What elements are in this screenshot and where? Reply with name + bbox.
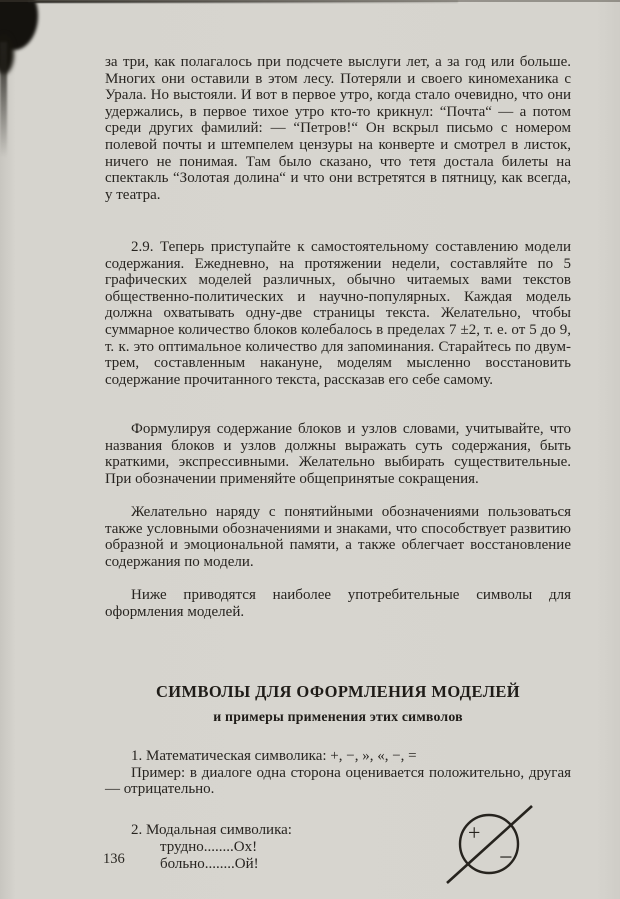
plus-sign: +	[468, 820, 481, 845]
section-subtitle: и примеры применения этих символов	[213, 709, 463, 724]
item-math-heading: 1. Математическая символика: +, −, », «, −, =	[131, 748, 417, 764]
scan-artifact-left-edge	[0, 42, 7, 157]
paragraph: Формулируя содержание блоков и узлов словами, учитывайте, что названия блоков и узлов должны выражать суть содержания, быть краткими, экспрессивными. Желательно выбирать существительные. При обозначении применяйте общепринятые сокращения.	[105, 421, 571, 487]
scan-artifact-corner-smudge	[0, 34, 14, 74]
item-math	[105, 748, 571, 798]
paragraph: Желательно наряду с понятийными обозначениями пользоваться также условными обозначениями и знаками, что способствует развитию образной и эмоциональной памяти, а также облегчает восстановление содержания по модели.	[105, 504, 571, 570]
item-modal-heading: 2. Модальная символика:	[131, 822, 292, 838]
plus-minus-circle-icon	[437, 797, 543, 891]
section-title: СИМВОЛЫ ДЛЯ ОФОРМЛЕНИЯ МОДЕЛЕЙ	[155, 682, 521, 701]
minus-sign: −	[499, 845, 513, 871]
paragraph-intro-symbols	[105, 587, 571, 620]
paragraph-continuation	[105, 54, 571, 203]
item-math-example: Пример: в диалоге одна сторона оценивается положительно, другая — отрицательно.	[105, 764, 571, 798]
scan-artifact-corner-blob	[0, 0, 38, 50]
paragraph-2-9	[105, 239, 571, 388]
modal-line: трудно........Ох!	[160, 838, 258, 855]
paragraph: за три, как полагалось при подсчете выслуги лет, а за год или больше. Многих они оставили в этом лесу. Потеряли и своего киномеханика с Урала. Но выстояли. И вот в первое утро, когда стало очевидно, что они удержались, в первое тихое утро кто-то крикнул: “Почта“ — а потом среди других фамилий: — “Петров!“ Он вскрыл письмо с номером полевой почты и штемпелем цензуры на конверте и смотрел в листок, ничего не понимая. Там было сказано, что тетя достала билеты на спектакль “Золотая долина“ и что они встретятся в пятницу, как всегда, у театра.	[105, 54, 571, 203]
scan-artifact-top-edge	[28, 0, 458, 3]
paragraph-formulating	[105, 421, 571, 487]
paragraph-notation	[105, 504, 571, 570]
modal-line: больно........Ой!	[160, 855, 259, 872]
scan-artifact-top-hairline	[0, 0, 620, 2]
paragraph: Ниже приводятся наиболее употребительные символы для оформления моделей.	[105, 587, 571, 620]
page-number: 136	[103, 851, 125, 867]
paragraph: 2.9. Теперь приступайте к самостоятельному составлению модели содержания. Ежедневно, на протяжении недели, составляйте по 5 графических моделей различных, обычно читаемых вами текстов общественно-политических и научно-популярных. Каждая модель должна охватывать одну-две страницы текста. Желательно, чтобы суммарное количество блоков колебалось в пределах 7 ±2, т. е. от 5 до 9, т. к. это оптимальное количество для запоминания. Старайтесь по двум-трем, составленным накануне, моделям мысленно восстановить содержание прочитанного текста, рассказав его себе самому.	[105, 239, 571, 388]
